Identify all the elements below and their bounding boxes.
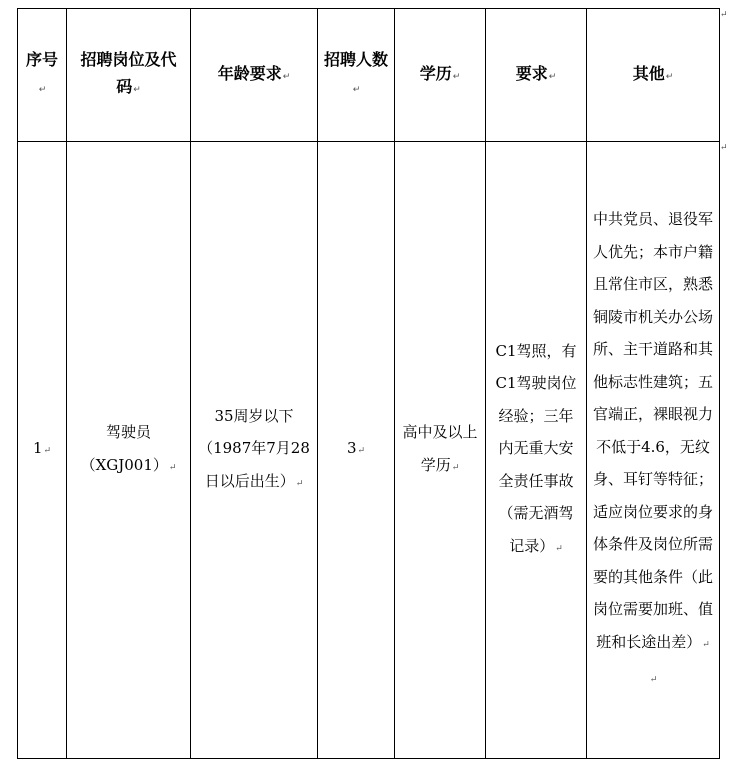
header-cell-education xyxy=(395,9,486,142)
paragraph-mark: ↵ xyxy=(295,478,304,489)
header-label-age: 年龄要求 xyxy=(217,63,282,83)
cell-requirements xyxy=(486,142,587,759)
paragraph-mark: ↵ xyxy=(555,543,563,554)
paragraph-mark: ↵ xyxy=(451,462,460,473)
header-label-education: 学历 xyxy=(419,63,452,83)
recruitment-table xyxy=(17,8,720,759)
cell-age xyxy=(191,142,318,759)
header-cell-position xyxy=(67,9,191,142)
header-label-other: 其他 xyxy=(632,63,665,83)
table-header-row xyxy=(18,9,720,142)
header-cell-no xyxy=(18,9,67,142)
paragraph-mark: ↵ xyxy=(357,446,366,457)
paragraph-mark: ↵ xyxy=(548,71,557,82)
row-age-value: 35周岁以下（1987年7月28日以后出生） xyxy=(198,406,310,490)
table-row xyxy=(18,142,720,759)
row-other-value: 中共党员、退役军人优先；本市户籍且常住市区，熟悉铜陵市机关办公场所、主干道路和其他标志性建筑；五官端正，裸眼视力不低于4.6，无纹身、耳钉等特征；适应岗位要求的身体条件及岗位所需要的其他条件（此岗位需要加班、值班和长途出差） xyxy=(593,210,714,651)
paragraph-mark: ↵ xyxy=(665,71,674,82)
row-end-mark: ↵ xyxy=(720,10,728,20)
header-cell-requirements xyxy=(486,9,587,142)
cell-other xyxy=(587,142,720,759)
row-requirements-value: C1驾照，有C1驾驶岗位经验；三年内无重大安全责任事故（需无酒驾记录） xyxy=(495,341,577,555)
cell-education xyxy=(395,142,486,759)
header-cell-count xyxy=(318,9,395,142)
paragraph-mark: ↵ xyxy=(133,85,141,95)
row-no-value: 1 xyxy=(32,439,43,458)
cell-no xyxy=(18,142,67,759)
cell-count xyxy=(318,142,395,759)
paragraph-mark: ↵ xyxy=(702,639,710,650)
header-cell-age xyxy=(191,9,318,142)
paragraph-mark: ↵ xyxy=(352,85,361,95)
header-cell-other xyxy=(587,9,720,142)
paragraph-mark: ↵ xyxy=(649,675,658,686)
paragraph-mark: ↵ xyxy=(282,71,291,82)
paragraph-mark: ↵ xyxy=(43,446,52,457)
row-position-value: 驾驶员（XGJ001） xyxy=(80,423,168,474)
header-label-count: 招聘人数 xyxy=(324,50,389,69)
row-end-mark: ↵ xyxy=(720,143,728,153)
paragraph-mark: ↵ xyxy=(38,85,47,95)
header-label-requirements: 要求 xyxy=(515,63,548,83)
header-label-position: 招聘岗位及代码 xyxy=(80,50,177,96)
header-label-no: 序号 xyxy=(25,50,58,69)
row-education-value: 高中及以上学历 xyxy=(402,423,478,474)
row-count-value: 3 xyxy=(346,439,357,458)
paragraph-mark: ↵ xyxy=(168,462,177,473)
cell-position xyxy=(67,142,191,759)
paragraph-mark: ↵ xyxy=(452,71,461,82)
